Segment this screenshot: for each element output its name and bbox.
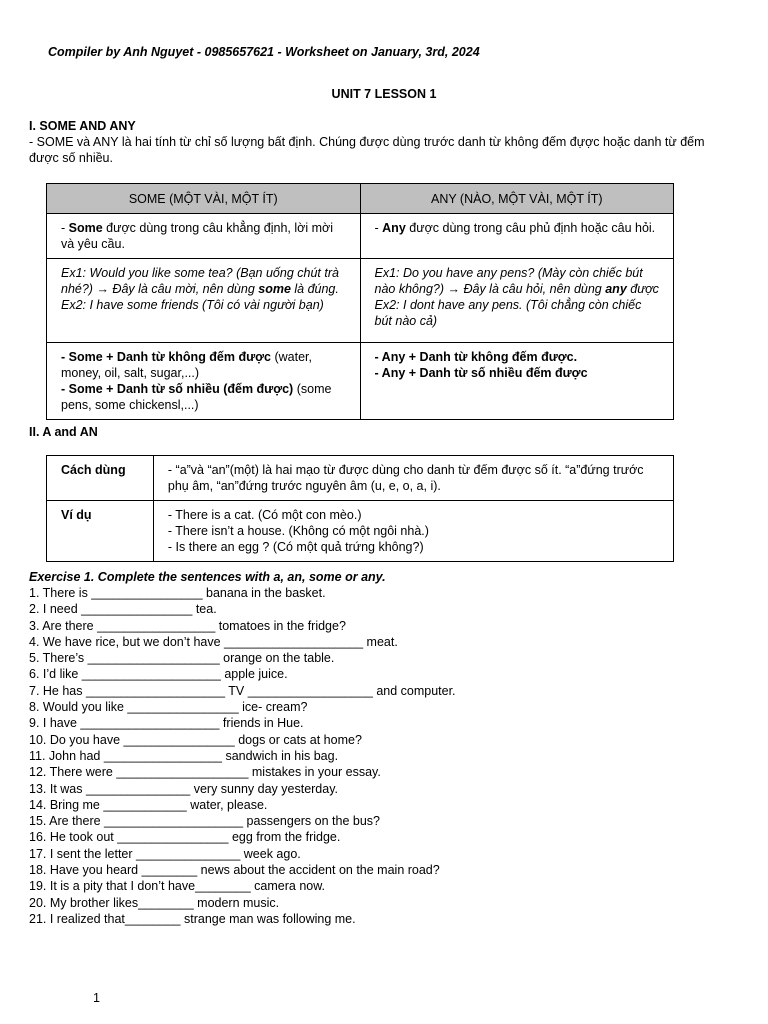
- exercise-item: 20. My brother likes________ modern music.: [29, 895, 280, 910]
- page-number: 1: [93, 991, 100, 1005]
- any-example-1: Ex1: Do you have any pens? (Mày còn chiếc bút nào không?) → Đây là câu hỏi, nên dùng: [374, 266, 643, 296]
- any-example-keyword: any: [605, 282, 627, 296]
- usage-text-cell: - “a”và “an”(một) là hai mạo từ được dùng cho danh từ đếm được số ít. “a”đứng trước phụ âm, “an”đứng trước nguyên âm (u, e, o, a, i).: [153, 456, 673, 501]
- some-example-1: Ex1: Would you like some tea? (Bạn uống chút trà nhé?) → Đây là câu mời, nên dùng: [61, 266, 339, 296]
- exercise-item: 6. I’d like ____________________ apple juice.: [29, 667, 288, 682]
- intro-line-1: - SOME và ANY là hai tính từ chỉ số lượng bất định. Chúng được dùng trước danh từ không đếm đựợc hoặc danh từ đếm: [29, 135, 705, 149]
- exercise-item: 13. It was _______________ very sunny day yesterday.: [29, 781, 339, 796]
- any-usage-keyword: Any: [382, 221, 406, 235]
- table-header-any: ANY (NÀO, MỘT VÀI, MỘT ÍT): [360, 184, 673, 214]
- any-usage-text: được dùng trong câu phủ định hoặc câu hỏi.: [405, 221, 656, 235]
- some-structure-1-examples: (water, money, oil, salt, sugar,...): [61, 350, 312, 380]
- worksheet-header: Compiler by Anh Nguyet - 0985657621 - Worksheet on January, 3rd, 2024: [48, 45, 480, 59]
- some-usage-text: được dùng trong câu khẳng định, lời mời và yêu cầu.: [61, 221, 333, 251]
- exercise-item: 16. He took out ________________ egg from the fridge.: [29, 830, 341, 845]
- intro-line-2: được số nhiều.: [29, 151, 113, 165]
- table-header-some: SOME (MỘT VÀI, MỘT ÍT): [47, 184, 361, 214]
- any-example-2: Ex2: I dont have any pens. (Tôi chẳng còn chiếc bút nào cả): [374, 298, 642, 328]
- section-a-an-title: II. A and AN: [29, 425, 98, 439]
- exercise-item: 11. John had _________________ sandwich in his bag.: [29, 748, 339, 763]
- section-some-any-intro: [29, 134, 741, 166]
- exercise-item: 2. I need ________________ tea.: [29, 602, 217, 617]
- usage-label-cell: [47, 456, 154, 501]
- any-example-cell: [360, 259, 673, 343]
- exercise-item: 7. He has ____________________ TV __________________ and computer.: [29, 683, 456, 698]
- exercise-item: 10. Do you have ________________ dogs or cats at home?: [29, 732, 362, 747]
- example-label: Ví dụ: [61, 508, 92, 522]
- exercise-item: 8. Would you like ________________ ice- cream?: [29, 700, 308, 715]
- a-an-table: [46, 455, 674, 562]
- some-structure-2: - Some + Danh từ số nhiều (đếm được): [61, 382, 294, 396]
- exercise-item: 14. Bring me ____________ water, please.: [29, 797, 268, 812]
- example-line-1: - There is a cat. (Có một con mèo.): [167, 508, 362, 522]
- any-structure-1: - Any + Danh từ không đếm được.: [374, 350, 578, 364]
- some-structure-1: - Some + Danh từ không đếm được: [61, 350, 271, 364]
- some-usage-keyword: Some: [68, 221, 103, 235]
- example-label-cell: [47, 501, 154, 562]
- exercise-list: [29, 585, 729, 927]
- some-example-cell: [47, 259, 361, 343]
- usage-label: Cách dùng: [61, 463, 126, 477]
- exercise-item: 5. There’s ___________________ orange on the table.: [29, 651, 335, 666]
- any-usage-prefix: -: [374, 221, 383, 235]
- exercise-item: 15. Are there ____________________ passengers on the bus?: [29, 814, 380, 829]
- some-usage-cell: [47, 214, 361, 259]
- exercise-item: 9. I have ____________________ friends in Hue.: [29, 716, 304, 731]
- exercise-item: 12. There were ___________________ mistakes in your essay.: [29, 765, 381, 780]
- some-structure-cell: [47, 343, 361, 420]
- exercise-item: 4. We have rice, but we don’t have ____________________ meat.: [29, 634, 398, 649]
- exercise-item: 1. There is ________________ banana in the basket.: [29, 586, 326, 600]
- any-structure-cell: [360, 343, 673, 420]
- exercise-item: 21. I realized that________ strange man was following me.: [29, 911, 356, 926]
- example-line-2: - There isn’t a house. (Không có một ngôi nhà.): [167, 524, 429, 538]
- exercise-title: Exercise 1. Complete the sentences with a, an, some or any.: [29, 570, 386, 584]
- any-example-1-end: được: [626, 282, 659, 296]
- any-structure-2: - Any + Danh từ số nhiều đếm được: [374, 366, 588, 380]
- some-structure-2-examples: (some pens, some chickensl,...): [61, 382, 332, 412]
- exercise-item: 19. It is a pity that I don’t have________ camera now.: [29, 879, 326, 894]
- example-line-3: - Is there an egg ? (Có một quả trứng không?): [167, 540, 424, 554]
- some-example-keyword: some: [258, 282, 291, 296]
- some-usage-prefix: -: [61, 221, 69, 235]
- unit-title: UNIT 7 LESSON 1: [331, 87, 437, 101]
- example-text-cell: [153, 501, 673, 562]
- some-any-table: [46, 183, 674, 420]
- exercise-item: 17. I sent the letter _______________ week ago.: [29, 846, 301, 861]
- exercise-item: 3. Are there _________________ tomatoes in the fridge?: [29, 618, 346, 633]
- any-usage-cell: [360, 214, 673, 259]
- exercise-item: 18. Have you heard ________ news about the accident on the main road?: [29, 863, 440, 878]
- some-example-2: Ex2: I have some friends (Tôi có vài người bạn): [61, 298, 324, 312]
- section-some-any-title: I. SOME AND ANY: [29, 119, 136, 133]
- some-example-1-end: là đúng.: [290, 282, 339, 296]
